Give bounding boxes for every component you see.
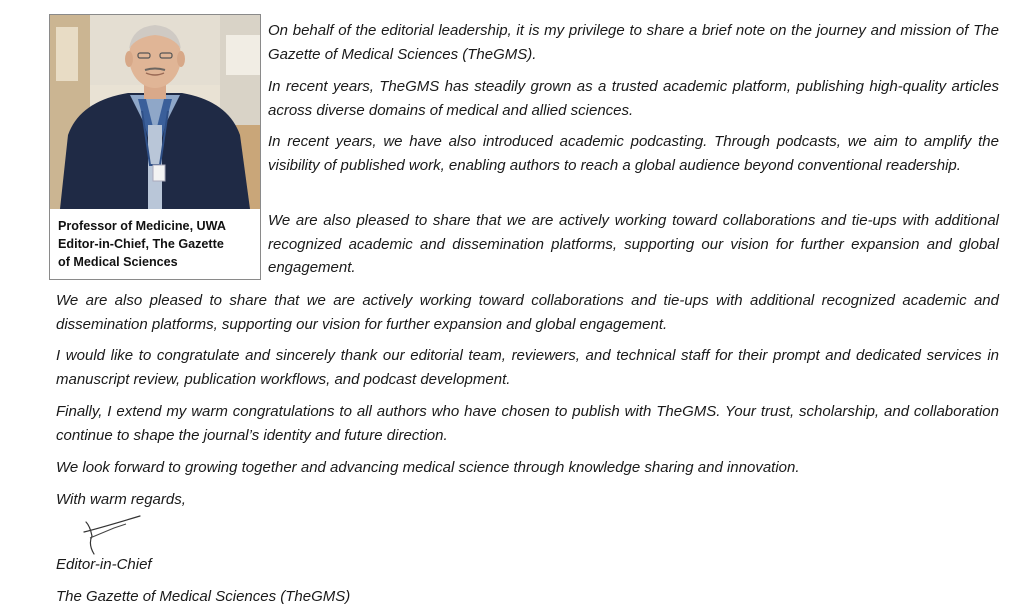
paragraph-podcasting: In recent years, we have also introduced academic podcasting. Through podcasts, we aim to amplify the visibility of published work, enabling authors to reach a global audience beyond conventional readership.: [268, 133, 999, 174]
editor-journal: of Medical Sciences: [58, 255, 178, 269]
editor-photo: [50, 15, 260, 209]
paragraph-collaborations: We are also pleased to share that we are actively working toward collaborations and tie-ups with additional recognized academic and dissemination platforms, supporting our vision for further expansion and global engagement.: [268, 212, 999, 276]
editor-title: Editor-in-Chief, The Gazette: [58, 237, 224, 251]
editor-position: Professor of Medicine, UWA: [58, 219, 226, 233]
paragraph-growth: In recent years, TheGMS has steadily grown as a trusted academic platform, publishing high-quality articles across diverse domains of medical and allied sciences.: [268, 78, 999, 119]
paragraph-outlook: We look forward to growing together and advancing medical science through knowledge sharing and innovation.: [56, 459, 800, 476]
paragraph-congratulations: Finally, I extend my warm congratulations to all authors who have chosen to publish with TheGMS. Your trust, scholarship, and collaboration continue to shape the journal’s identity and future direction.: [56, 403, 999, 444]
signoff-title: Editor-in-Chief: [56, 556, 152, 573]
paragraph-intro: On behalf of the editorial leadership, it is my privilege to share a brief note on the journey and mission of The Gazette of Medical Sciences (TheGMS).: [268, 22, 999, 63]
signoff-organization: The Gazette of Medical Sciences (TheGMS): [56, 588, 351, 605]
paragraph-collaborations-repeat: We are also pleased to share that we are actively working toward collaborations and tie-ups with additional recognized academic and dissemination platforms, supporting our vision for further expansion and global engagement.: [56, 292, 999, 333]
closing-regards: With warm regards,: [56, 491, 186, 508]
paragraph-thanks: I would like to congratulate and sincerely thank our editorial team, reviewers, and technical staff for their prompt and dedicated services in manuscript review, publication workflows, and podcast development.: [56, 347, 999, 388]
signature-image: [80, 514, 146, 556]
editor-profile-card: [49, 14, 261, 280]
editor-caption: [58, 217, 258, 271]
